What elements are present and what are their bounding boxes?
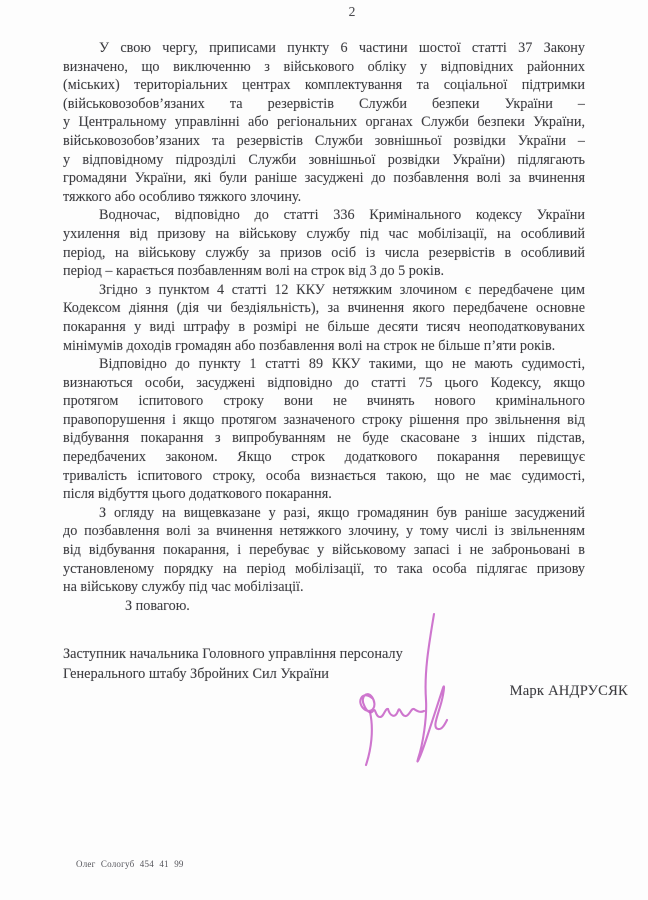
handwritten-signature <box>348 612 458 772</box>
paragraph <box>63 504 585 597</box>
page-number: 2 <box>348 4 356 19</box>
text-line: Згідно з пунктом 4 статті 12 ККУ нетяжким злочином є передбачене цим <box>99 281 585 298</box>
text-line: період, на військову службу за призов осіб із числа резервістів в особливий <box>63 244 585 261</box>
text-line: до позбавлення волі за вчинення нетяжкого злочину, у тому числі із звільненням <box>63 523 585 540</box>
text-line: тяжкого або особливо тяжкого злочину. <box>63 188 302 205</box>
text-line: військовозобов’язаних та резервістів Служби зовнішньої розвідки України – <box>63 132 585 149</box>
text-line: З огляду на вищевказане у разі, якщо громадянин був раніше засуджений <box>99 504 585 521</box>
text-line: (військовозобов’язаних та резервістів Служби безпеки України – <box>63 95 585 112</box>
paragraph <box>63 355 585 504</box>
text-line: установленому порядку на період мобілізації, то така особа підлягає призову <box>63 560 585 577</box>
text-line: після відбуття цього додаткового покарання. <box>63 486 332 503</box>
text-line: правопорушення і якщо протягом зазначеного строку рішення про звільнення від <box>63 411 585 428</box>
paragraph <box>63 39 585 206</box>
text-line: період – карається позбавленням волі на строк від 3 до 5 років. <box>63 263 445 280</box>
text-line: Відповідно до пункту 1 статті 89 ККУ такими, що не мають судимості, <box>99 356 585 373</box>
text-line: покарання у виді штрафу в розмірі не більше десяти тисяч неоподатковуваних <box>63 318 585 335</box>
signer-title-line: Заступник начальника Головного управління персоналу <box>63 646 403 662</box>
signer-name: Марк АНДРУСЯК <box>509 683 628 699</box>
letter-body <box>63 39 585 615</box>
text-line: протягом іспитового строку вони не вчинять нового кримінального <box>63 393 585 410</box>
signer-title-line: Генерального штабу Збройних Сил України <box>63 665 329 682</box>
text-line: ухилення від призову на військову службу під час мобілізації, на особливий <box>63 225 585 242</box>
text-line: визнаються особи, засуджені відповідно до статті 75 цього Кодексу, якщо <box>63 374 585 391</box>
text-line: визначено, що виключенню з військового обліку у відповідних районних <box>63 58 585 75</box>
paragraph <box>63 206 585 280</box>
text-line: мінімумів доходів громадян або позбавлення волі на строк не більше п’яти років. <box>63 337 556 354</box>
text-line: У свою чергу, приписами пункту 6 частини шостої статті 37 Закону <box>99 40 585 56</box>
text-line: у відповідному підрозділі Служби зовнішньої розвідки України) підлягають <box>63 151 585 168</box>
paragraph <box>63 281 585 355</box>
text-line: у Центральному управлінні або регіональних органах Служби безпеки України, <box>63 114 585 131</box>
footer-contact: Олег Сологуб 454 41 99 <box>76 859 184 869</box>
text-line: передбачених законом. Якщо строк додаткового покарання перевищує <box>63 449 585 466</box>
text-line: громадяни України, які були раніше засуджені до позбавлення волі за вчинення <box>63 170 585 187</box>
text-line: на військову службу під час мобілізації. <box>63 579 304 596</box>
text-line: від відбування покарання, і перебуває у військовому запасі і не заброньовані в <box>63 542 585 559</box>
text-line: відбування покарання з випробуванням не буде скасоване з інших підстав, <box>63 430 585 447</box>
text-line: Водночас, відповідно до статті 336 Кримінального кодексу України <box>99 207 585 224</box>
text-line: Кодексом діяння (дія чи бездіяльність), за вчинення якого передбачене основне <box>63 300 585 317</box>
signature-stroke <box>417 614 447 762</box>
signature-stroke <box>366 712 372 765</box>
closing-phrase: З повагою. <box>125 597 190 614</box>
text-line: (міських) територіальних центрах комплектування та соціальної підтримки <box>63 77 585 94</box>
text-line: тривалість іспитового строку, особа визнається такою, що не має судимості, <box>63 467 585 484</box>
